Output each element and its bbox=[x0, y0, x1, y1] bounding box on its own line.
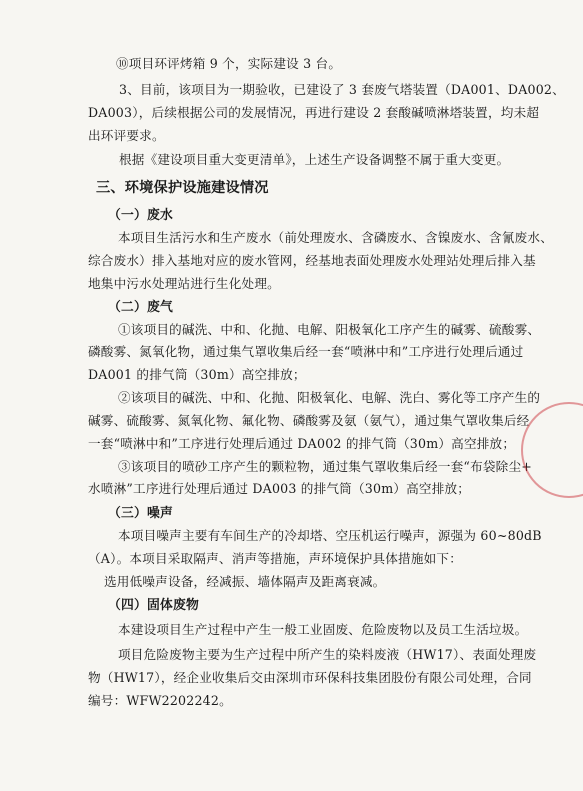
section-heading: 三、环境保护设施建设情况 bbox=[96, 180, 269, 196]
text-line: （A）。本项目采取隔声、消声等措施，声环境保护具体措施如下： bbox=[88, 551, 463, 566]
text-line: ③该项目的喷砂工序产生的颗粒物，通过集气罩收集后经一套“布袋除尘+ bbox=[118, 459, 532, 474]
text-line: ②该项目的碱洗、中和、化抛、阳极氧化、电解、洗白、雾化等工序产生的 bbox=[118, 390, 541, 405]
text-line: ①该项目的碱洗、中和、化抛、电解、阳极氧化工序产生的碱雾、硫酸雾、 bbox=[118, 322, 541, 337]
text-line: 本建设项目生产过程中产生一般工业固废、危险废物以及员工生活垃圾。 bbox=[118, 622, 528, 637]
company-seal-stamp bbox=[521, 402, 583, 498]
text-line: 一套“喷淋中和”工序进行处理后通过 DA002 的排气筒（30m）高空排放； bbox=[88, 436, 516, 451]
text-line: ⑩项目环评烤箱 9 个，实际建设 3 台。 bbox=[116, 56, 342, 71]
text-line: 物（HW17），经企业收集后交由深圳市环保科技集团股份有限公司处理，合同 bbox=[88, 670, 532, 685]
subsection-heading: （三）噪声 bbox=[108, 506, 173, 521]
text-line: 3、目前，该项目为一期验收，已建设了 3 套废气塔装置（DA001、DA002、 bbox=[119, 82, 565, 97]
text-line: 项目危险废物主要为生产过程中所产生的染料废液（HW17）、表面处理废 bbox=[118, 647, 537, 662]
text-line: DA001 的排气筒（30m）高空排放； bbox=[88, 367, 306, 382]
text-line: 磷酸雾、氮氧化物，通过集气罩收集后经一套“喷淋中和”工序进行处理后通过 bbox=[88, 344, 524, 359]
text-line: 水喷淋”工序进行处理后通过 DA003 的排气筒（30m）高空排放； bbox=[88, 481, 471, 496]
text-line: 选用低噪声设备，经减振、墙体隔声及距离衰减。 bbox=[104, 574, 386, 589]
text-line: DA003），后续根据公司的发展情况，再进行建设 2 套酸碱喷淋塔装置，均未超 bbox=[88, 105, 540, 120]
text-line: 综合废水）排入基地对应的废水管网，经基地表面处理废水处理站处理后排入基 bbox=[88, 253, 536, 268]
text-line: 本项目噪声主要有车间生产的冷却塔、空压机运行噪声，源强为 60~80dB bbox=[118, 528, 542, 543]
text-line: 根据《建设项目重大变更清单》，上述生产设备调整不属于重大变更。 bbox=[119, 152, 510, 167]
subsection-heading: （二）废气 bbox=[108, 300, 173, 315]
text-line: 出环评要求。 bbox=[88, 128, 165, 143]
subsection-heading: （一）废水 bbox=[108, 208, 173, 223]
text-line: 碱雾、硫酸雾、氮氧化物、氟化物、磷酸雾及氨（氨气），通过集气罩收集后经 bbox=[88, 413, 530, 428]
text-line: 地集中污水处理站进行生化处理。 bbox=[88, 276, 280, 291]
subsection-heading: （四）固体废物 bbox=[108, 598, 199, 613]
text-line: 编号：WFW2202242。 bbox=[88, 693, 232, 708]
text-line: 本项目生活污水和生产废水（前处理废水、含磷废水、含镍废水、含氰废水、 bbox=[118, 230, 553, 245]
